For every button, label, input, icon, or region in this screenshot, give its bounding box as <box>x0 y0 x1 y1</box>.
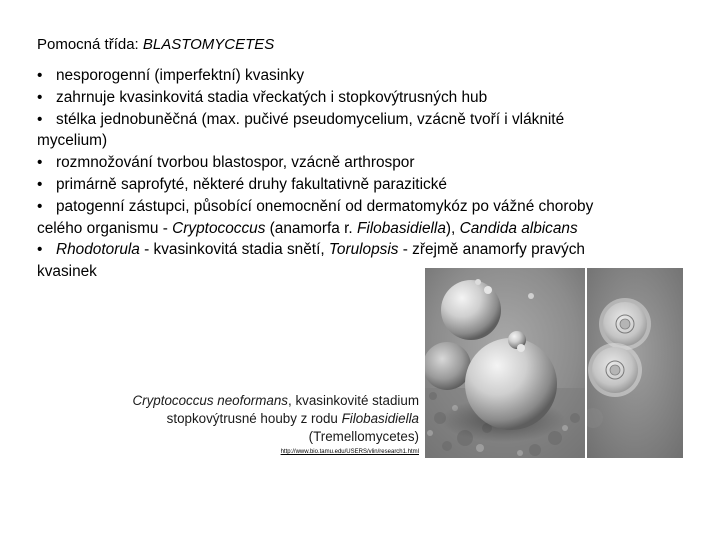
page-title <box>37 36 274 54</box>
bullet-text: celého organismu - <box>37 219 173 237</box>
species-name: Cryptococcus neoformans <box>132 393 289 408</box>
bullet-item <box>37 239 687 261</box>
title-prefix: Pomocná třída: <box>37 36 143 53</box>
caption-line <box>88 428 419 446</box>
bullet-marker: • <box>37 154 43 172</box>
bullet-item <box>37 109 687 131</box>
bullet-marker: • <box>37 67 43 84</box>
species-name: Candida albicans <box>459 219 578 237</box>
sem-micrograph-image <box>425 268 585 458</box>
bullet-text: rozmnožování tvorbou blastospor, vzácně arthrospor <box>56 154 415 172</box>
bullet-marker: • <box>37 88 43 106</box>
bullet-text: (anamorfa r. <box>265 219 357 237</box>
bullet-marker: • <box>37 110 43 128</box>
sem-micrograph-graphic <box>425 268 585 458</box>
caption-line <box>88 410 419 428</box>
bullet-continuation <box>37 218 687 240</box>
bullet-text: - zřejmě anamorfy pravých <box>398 241 585 259</box>
light-micrograph-image <box>587 268 683 458</box>
bullet-text: mycelium) <box>37 132 108 150</box>
bullet-continuation <box>37 130 687 152</box>
bullet-marker: • <box>37 197 43 215</box>
bullet-marker: • <box>37 241 43 259</box>
bullet-item <box>37 87 687 109</box>
bullet-list <box>37 65 687 283</box>
bullet-item <box>37 152 687 174</box>
light-micrograph-graphic <box>587 268 683 458</box>
bullet-item <box>37 174 687 196</box>
caption-text: stopkovýtrusné houby z rodu <box>166 411 342 427</box>
source-link[interactable]: http://www.bio.tamu.edu/USERS/vlin/research1.html <box>280 449 419 455</box>
bullet-item <box>37 196 687 218</box>
genus-name: Filobasidiella <box>341 411 419 427</box>
genus-name: Filobasidiella <box>356 219 446 237</box>
caption-text: , kvasinkovité stadium <box>288 393 419 408</box>
caption-line <box>88 392 419 410</box>
figure-caption <box>88 392 419 447</box>
genus-name: Rhodotorula <box>56 241 140 259</box>
bullet-text: nesporogenní (imperfektní) kvasinky <box>56 67 305 84</box>
bullet-text: primárně saprofyté, některé druhy fakultativně parazitické <box>56 175 447 193</box>
bullet-text: zahrnuje kvasinkovitá stadia vřeckatých i stopkovýtrusných hub <box>56 88 488 106</box>
title-class-name: BLASTOMYCETES <box>142 36 275 53</box>
genus-name: Torulopsis <box>328 241 399 259</box>
bullet-marker: • <box>37 175 43 193</box>
bullet-text: - kvasinkovitá stadia snětí, <box>139 241 329 259</box>
bullet-text: patogenní zástupci, působící onemocnění od dermatomykóz po vážné choroby <box>56 197 594 215</box>
genus-name: Cryptococcus <box>172 219 266 237</box>
caption-text: (Tremellomycetes) <box>308 429 419 445</box>
bullet-text: stélka jednobuněčná (max. pučivé pseudomycelium, vzácně tvoří i vláknité <box>56 110 565 128</box>
bullet-text: kvasinek <box>37 263 97 281</box>
bullet-item <box>37 65 687 87</box>
bullet-text: ), <box>445 219 460 237</box>
